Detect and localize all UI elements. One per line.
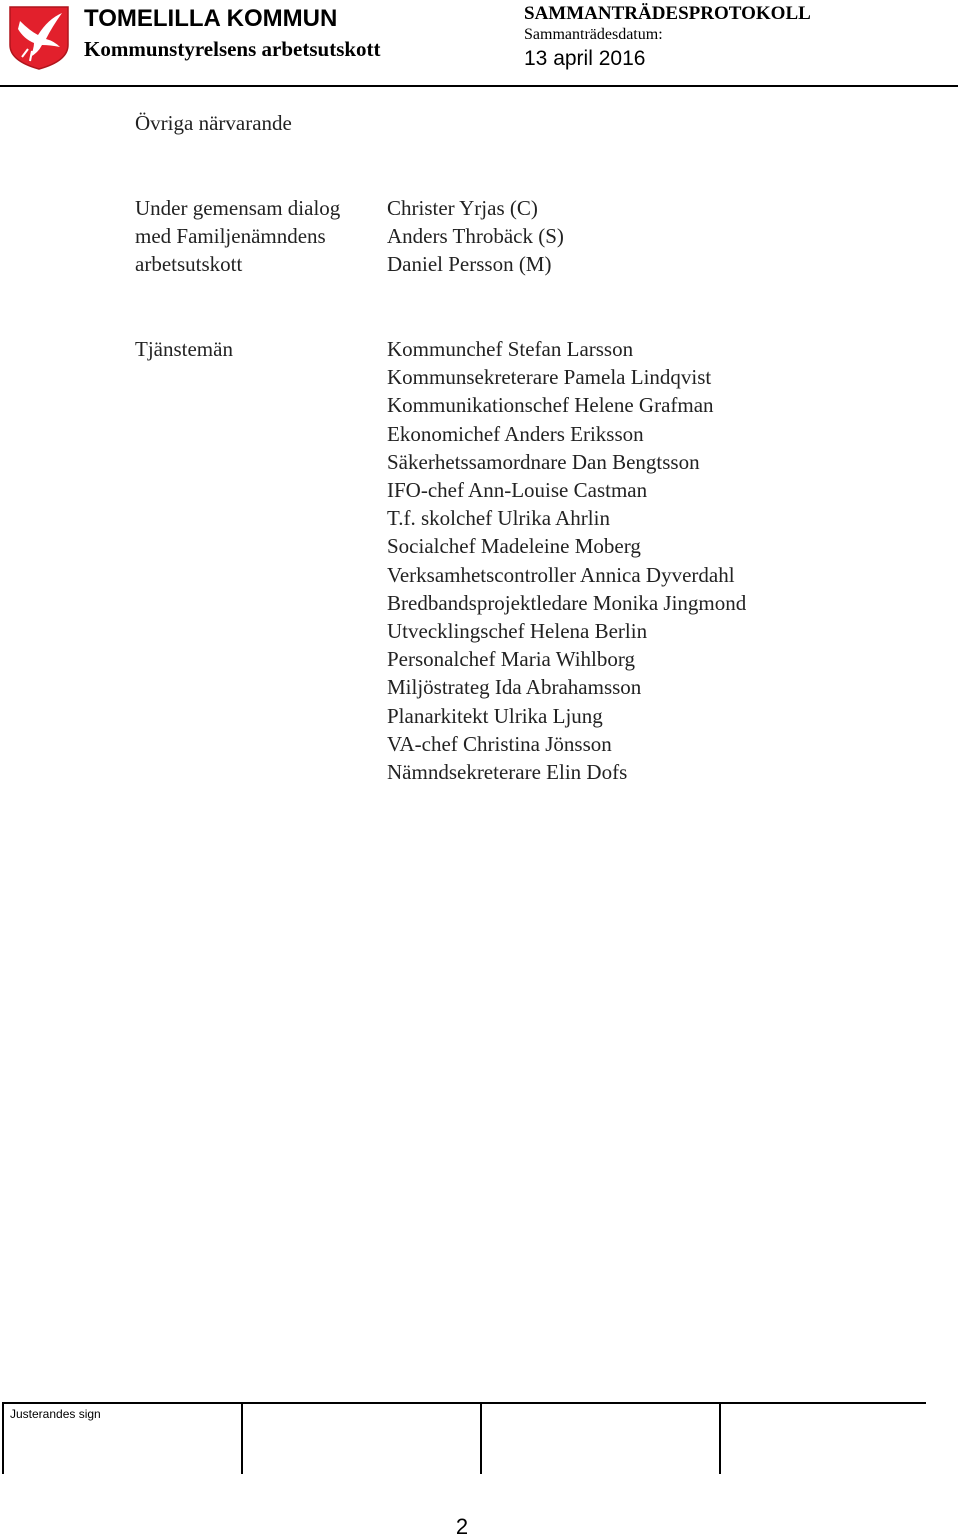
committee-name: Kommunstyrelsens arbetsutskott	[84, 37, 381, 61]
attendee-name: T.f. skolchef Ulrika Ahrlin	[387, 506, 610, 531]
attendee-list	[387, 335, 947, 786]
coat-of-arms-bird-icon	[8, 5, 70, 71]
group-label	[135, 335, 385, 363]
page-number: 2	[455, 1514, 469, 1539]
group-label-line: Under gemensam dialog	[135, 196, 341, 220]
attendee-name: Personalchef Maria Wihlborg	[387, 647, 635, 672]
group-label	[135, 194, 385, 278]
attendee-name: VA-chef Christina Jönsson	[387, 731, 612, 756]
document-header	[0, 0, 960, 88]
header-divider	[0, 85, 958, 87]
attendee-name: Kommunchef Stefan Larsson	[387, 337, 634, 361]
attendee-name: Daniel Persson (M)	[387, 252, 552, 277]
signature-label: Justerandes sign	[10, 1407, 101, 1421]
group-label-line: Tjänstemän	[135, 337, 233, 361]
organization-name: TOMELILLA KOMMUN	[84, 5, 338, 32]
signature-table	[2, 1402, 926, 1474]
signature-cell-divider	[241, 1404, 243, 1474]
attendee-name: Miljöstrateg Ida Abrahamsson	[387, 675, 642, 700]
attendee-name: Säkerhetssamordnare Dan Bengtsson	[387, 449, 700, 474]
attendee-name: Verksamhetscontroller Annica Dyverdahl	[387, 562, 735, 587]
attendee-name: Nämndsekreterare Elin Dofs	[387, 760, 628, 785]
section-heading-other-attendees: Övriga närvarande	[135, 111, 292, 135]
group-label-line: arbetsutskott	[135, 252, 243, 276]
signature-cell-divider	[719, 1404, 721, 1474]
attendee-name: Socialchef Madeleine Moberg	[387, 534, 641, 559]
group-label-line: med Familjenämndens	[135, 224, 326, 248]
attendee-name: Ekonomichef Anders Eriksson	[387, 421, 644, 446]
attendee-name: IFO-chef Ann-Louise Castman	[387, 478, 648, 503]
meeting-date-label: Sammanträdesdatum:	[524, 26, 663, 43]
document-type: SAMMANTRÄDESPROTOKOLL	[524, 3, 811, 24]
attendee-name: Kommunsekreterare Pamela Lindqvist	[387, 365, 712, 390]
attendee-name: Christer Yrjas (C)	[387, 196, 538, 220]
attendee-name: Kommunikationschef Helene Grafman	[387, 393, 714, 418]
signature-cell-divider	[480, 1404, 482, 1474]
signature-cell-divider	[2, 1404, 4, 1474]
attendee-name: Anders Throbäck (S)	[387, 224, 564, 249]
attendee-name: Bredbandsprojektledare Monika Jingmond	[387, 590, 747, 615]
attendee-list	[387, 194, 947, 279]
attendee-name: Planarkitekt Ulrika Ljung	[387, 703, 603, 728]
attendee-name: Utvecklingschef Helena Berlin	[387, 619, 648, 644]
meeting-date: 13 april 2016	[524, 47, 646, 70]
